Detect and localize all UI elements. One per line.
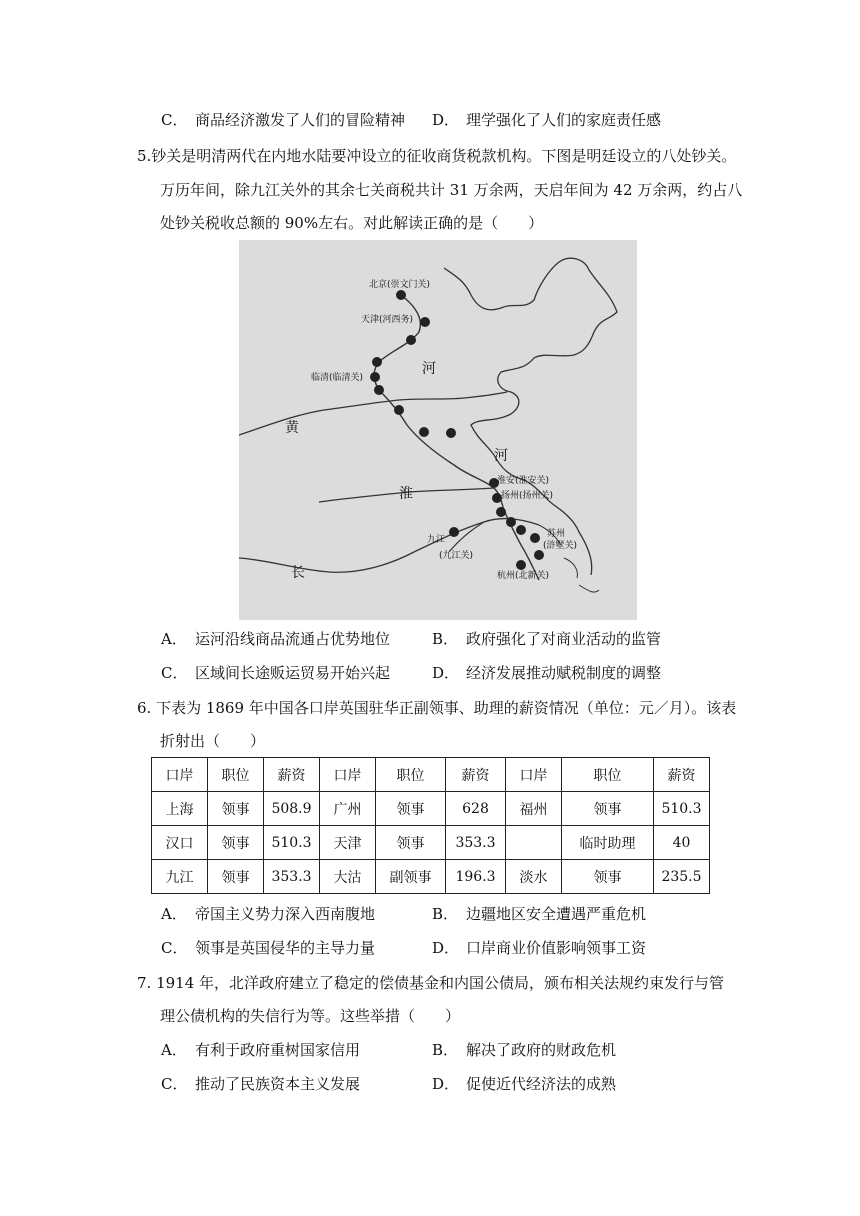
table-cell: 九江	[152, 860, 208, 894]
q6-option-a[interactable]	[161, 903, 375, 925]
table-cell: 508.9	[264, 792, 320, 826]
label-jiujiang-guan: (九江关)	[439, 551, 474, 561]
option-letter: A．	[161, 630, 187, 648]
q5-option-a[interactable]	[161, 628, 390, 650]
q5-stem-line3: 处钞关税收总额的 90%左右。对此解读正确的是（ ）	[160, 214, 544, 232]
q5-stem-line2: 万历年间，除九江关外的其余七关商税共计 31 万余两，天启年间为 42 万余两，约占八	[160, 181, 743, 199]
option-letter: A．	[161, 1041, 187, 1059]
station-dot	[406, 335, 416, 345]
station-beijing	[396, 290, 406, 300]
q7-option-d[interactable]	[432, 1073, 616, 1095]
label-linqing: 临清(临清关)	[311, 373, 364, 383]
table-cell	[506, 826, 562, 860]
station-suzhou	[530, 533, 540, 543]
option-text: 运河沿线商品流通占优势地位	[195, 630, 391, 648]
label-tianjin: 天津(河西务)	[361, 315, 414, 325]
table-cell: 领事	[376, 792, 446, 826]
option-text: 政府强化了对商业活动的监管	[466, 630, 662, 648]
table-header-row	[152, 758, 710, 792]
table-cell: 领事	[208, 860, 264, 894]
table-header-cell: 薪资	[654, 758, 710, 792]
q5-option-b[interactable]	[432, 628, 661, 650]
option-text: 口岸商业价值影响领事工资	[466, 939, 647, 957]
option-text: 区域间长途贩运贸易开始兴起	[195, 664, 391, 682]
station-hangzhou	[516, 560, 526, 570]
table-cell: 196.3	[446, 860, 506, 894]
table-cell: 领事	[208, 792, 264, 826]
option-text: 边疆地区安全遭遇严重危机	[466, 905, 647, 923]
table-cell: 福州	[506, 792, 562, 826]
map-figure	[239, 240, 637, 620]
option-letter: D．	[432, 111, 460, 129]
table-cell: 领事	[208, 826, 264, 860]
station-dot	[496, 507, 506, 517]
station-tianjin	[420, 317, 430, 327]
table-cell: 领事	[562, 792, 654, 826]
q4-option-d[interactable]	[432, 109, 661, 131]
label-hangzhou: 杭州(北新关)	[497, 571, 550, 581]
q5-option-c[interactable]	[161, 662, 390, 684]
label-jiujiang: 九江	[427, 535, 446, 545]
q5-option-d[interactable]	[432, 662, 661, 684]
table-cell: 淡水	[506, 860, 562, 894]
label-river-he-2: 河	[494, 448, 508, 464]
label-yangzhou: 扬州(扬州关)	[501, 491, 554, 501]
option-text: 解决了政府的财政危机	[466, 1041, 617, 1059]
table-cell: 广州	[320, 792, 376, 826]
option-text: 领事是英国侵华的主导力量	[195, 939, 376, 957]
option-text: 促使近代经济法的成熟	[466, 1075, 617, 1093]
table-cell: 510.3	[264, 826, 320, 860]
label-suzhou: 苏州	[547, 529, 566, 539]
option-text: 有利于政府重树国家信用	[195, 1041, 361, 1059]
option-letter: C．	[161, 111, 188, 129]
label-river-huai: 淮	[399, 486, 413, 502]
table-cell: 510.3	[654, 792, 710, 826]
q7-option-c[interactable]	[161, 1073, 360, 1095]
table-cell: 上海	[152, 792, 208, 826]
option-text: 帝国主义势力深入西南腹地	[195, 905, 376, 923]
station-dot	[374, 385, 384, 395]
option-text: 理学强化了人们的家庭责任感	[466, 111, 662, 129]
table-cell: 大沽	[320, 860, 376, 894]
option-letter: C．	[161, 939, 188, 957]
q7-stem-line1: 7. 1914 年，北洋政府建立了稳定的偿债基金和内国公债局，颁布相关法规约束发行与管	[137, 974, 725, 992]
table-cell: 235.5	[654, 860, 710, 894]
station-dot	[394, 405, 404, 415]
q7-stem-line2: 理公债机构的失信行为等。这些举措（ ）	[160, 1007, 461, 1025]
option-letter: A．	[161, 905, 187, 923]
q4-option-c[interactable]	[161, 109, 405, 131]
q7-option-b[interactable]	[432, 1039, 616, 1061]
option-letter: D．	[432, 939, 460, 957]
table-cell: 40	[654, 826, 710, 860]
option-letter: B．	[432, 630, 459, 648]
q7-option-a[interactable]	[161, 1039, 360, 1061]
table-cell: 353.3	[264, 860, 320, 894]
table-cell: 副领事	[376, 860, 446, 894]
q6-option-d[interactable]	[432, 937, 646, 959]
station-dot	[506, 517, 516, 527]
station-dot	[446, 428, 456, 438]
station-dot	[372, 357, 382, 367]
table-row	[152, 792, 710, 826]
q6-option-b[interactable]	[432, 903, 646, 925]
table-header-cell: 职位	[562, 758, 654, 792]
label-suzhou-guan: (浒墅关)	[543, 541, 578, 551]
station-dot	[419, 427, 429, 437]
label-beijing: 北京(崇文门关)	[369, 280, 431, 290]
q6-stem-line1: 6. 下表为 1869 年中国各口岸英国驻华正副领事、助理的薪资情况（单位：元／月）。该表	[137, 699, 737, 717]
table-cell: 领事	[376, 826, 446, 860]
option-letter: D．	[432, 664, 460, 682]
table-header-cell: 职位	[208, 758, 264, 792]
table-cell: 天津	[320, 826, 376, 860]
option-letter: B．	[432, 1041, 459, 1059]
station-dot	[516, 525, 526, 535]
table-row	[152, 860, 710, 894]
table-header-cell: 薪资	[446, 758, 506, 792]
option-text: 经济发展推动赋税制度的调整	[466, 664, 662, 682]
salary-table	[151, 757, 710, 894]
table-row	[152, 826, 710, 860]
station-jiujiang	[449, 527, 459, 537]
option-text: 推动了民族资本主义发展	[195, 1075, 361, 1093]
table-header-cell: 口岸	[152, 758, 208, 792]
option-letter: B．	[432, 905, 459, 923]
label-huaian: 淮安(淮安关)	[497, 476, 550, 486]
q6-option-c[interactable]	[161, 937, 375, 959]
option-letter: C．	[161, 664, 188, 682]
table-cell: 领事	[562, 860, 654, 894]
option-text: 商品经济激发了人们的冒险精神	[195, 111, 406, 129]
station-dot	[534, 550, 544, 560]
table-cell: 临时助理	[562, 826, 654, 860]
q6-stem-line2: 折射出（ ）	[160, 732, 266, 750]
table-header-cell: 薪资	[264, 758, 320, 792]
table-header-cell: 口岸	[320, 758, 376, 792]
table-cell: 汉口	[152, 826, 208, 860]
option-letter: C．	[161, 1075, 188, 1093]
label-river-huang: 黄	[285, 420, 299, 436]
table-header-cell: 职位	[376, 758, 446, 792]
table-cell: 628	[446, 792, 506, 826]
option-letter: D．	[432, 1075, 460, 1093]
q5-stem-line1: 5.钞关是明清两代在内地水陆要冲设立的征收商货税款机构。下图是明廷设立的八处钞关。	[137, 147, 737, 165]
table-header-cell: 口岸	[506, 758, 562, 792]
label-river-he-1: 河	[422, 361, 436, 377]
label-river-chang: 长	[291, 565, 305, 581]
table-cell: 353.3	[446, 826, 506, 860]
station-linqing	[370, 372, 380, 382]
